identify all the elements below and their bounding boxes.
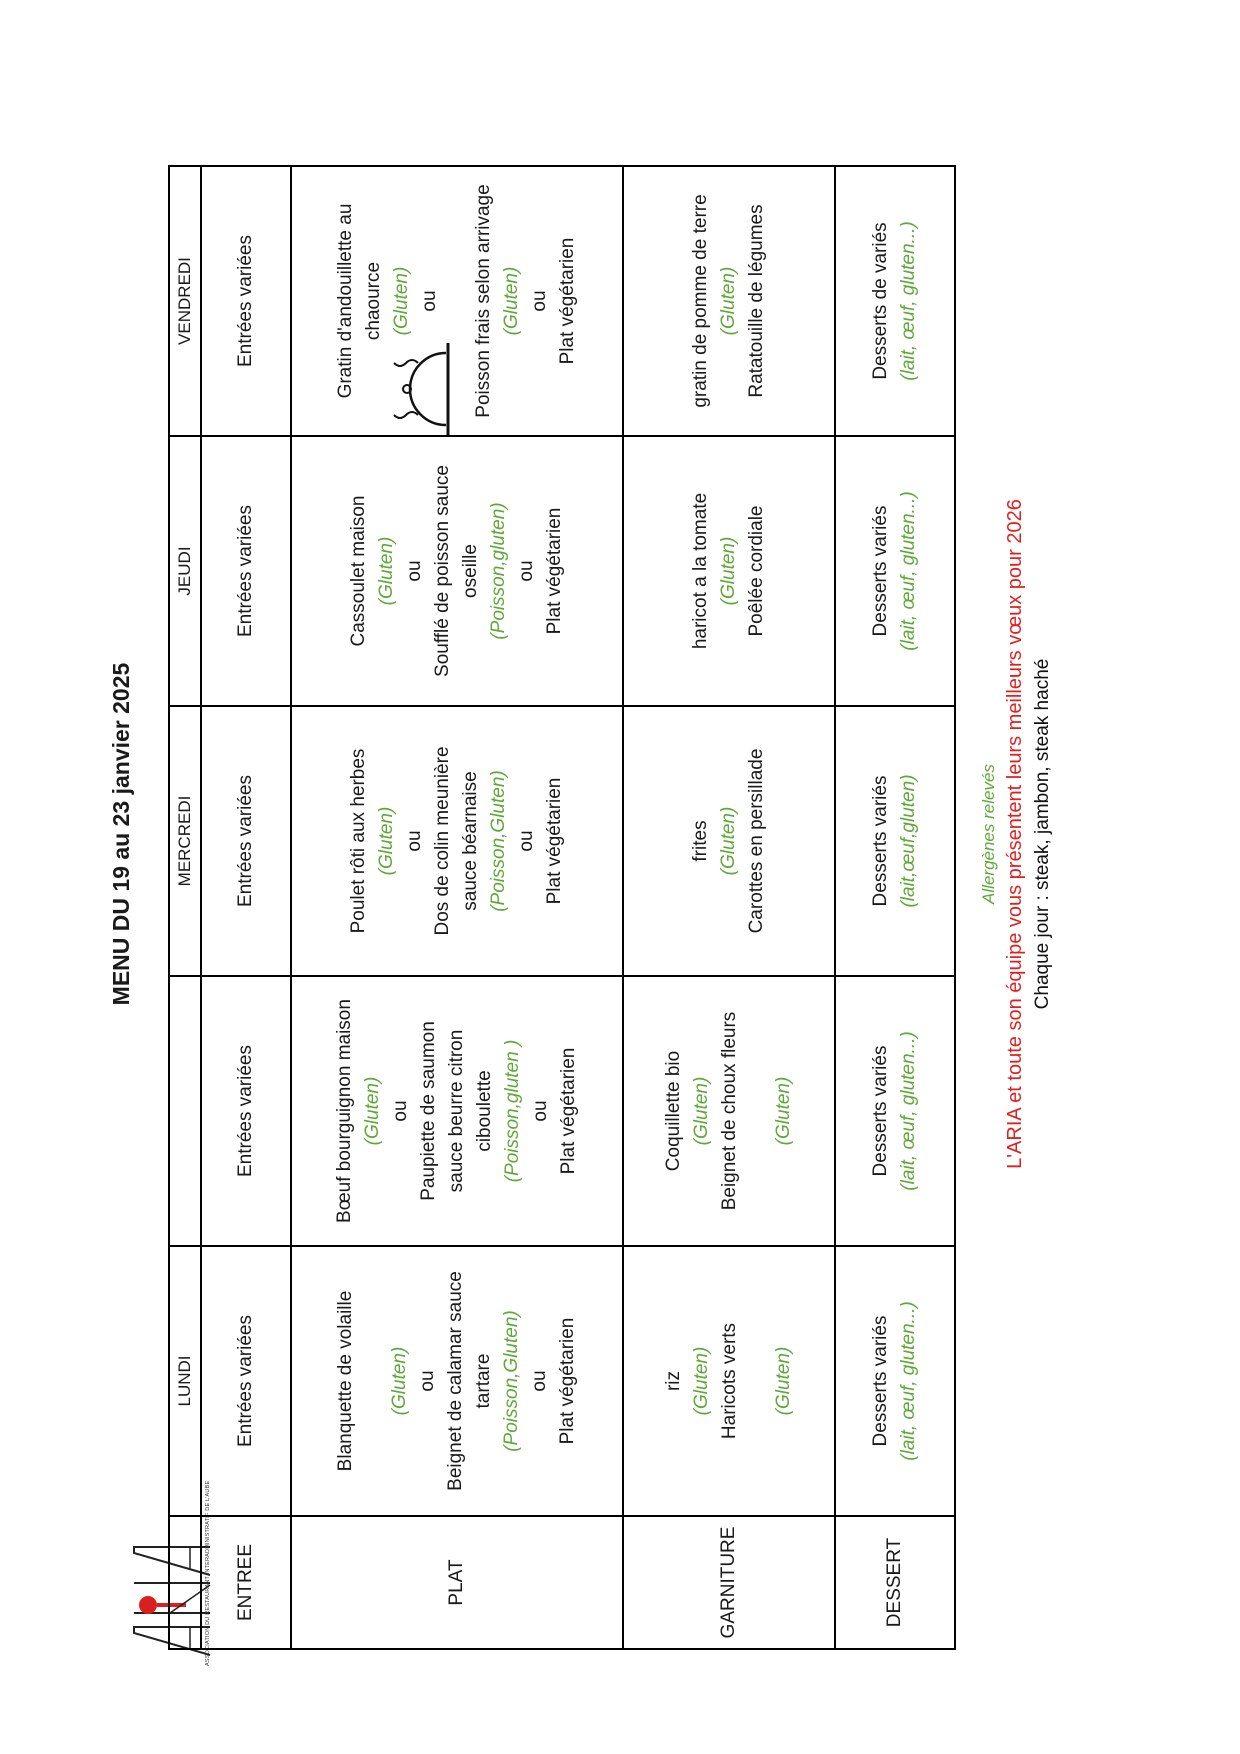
dish-text: Plat végétarien [544,777,565,905]
dish-text: Desserts variés [870,775,891,907]
allergens-note: Allergènes relevés [979,764,998,904]
dish-text: ou [417,1370,438,1392]
spacer [744,1247,770,1515]
dish-text: ou [404,830,425,852]
menu-cell [835,436,955,706]
allergen-text: (Gluten) [718,806,739,876]
dish-text: Entrées variées [235,235,256,368]
allergen-text: (lait, œuf, gluten...) [898,1301,919,1461]
spacer [744,977,770,1245]
row-entree [201,166,291,1649]
header-corner [169,1516,201,1649]
dish-text: ou [529,1370,550,1392]
dish-text: sauce béarnaise [460,771,481,911]
dish-text: gratin de pomme de terre [690,194,711,408]
row-garniture [623,166,835,1649]
wishes-note: L'ARIA et toute son équipe vous présentent leurs meilleurs vœux pour 2026 [1004,499,1026,1169]
dish-text: Desserts variés [870,1045,891,1177]
menu-cell [623,1246,835,1516]
allergen-text: (Poisson,Gluten) [501,1310,522,1452]
dish-text: Desserts variés [870,505,891,637]
category-entree: ENTREE [201,1516,291,1649]
dish-text: Carottes en persillade [746,748,767,934]
dish-text: Haricots verts [719,1322,740,1440]
allergen-text: (Gluten) [773,1076,794,1146]
logo-caption: ASSOCIATION DU RESTAURANT INTERADMINISTRATIF DE L'AUBE [205,1480,211,1666]
allergen-text: (Gluten) [691,1076,712,1146]
menu-cell [835,166,955,436]
allergen-text: (Gluten) [691,1346,712,1416]
allergen-text: (lait, œuf, gluten...) [898,491,919,651]
dish-text: Plat végétarien [558,1047,579,1175]
dish-text: Entrées variées [235,1315,256,1448]
dish-text: ciboulette [474,1070,495,1152]
menu-cell [623,436,835,706]
spacer [444,167,470,435]
menu-cell [201,1246,291,1516]
dish-text: chaource [363,261,384,341]
row-dessert [835,166,955,1649]
dish-text: Entrées variées [235,505,256,638]
menu-cell [291,436,623,706]
dish-text: frites [690,820,711,862]
allergen-text: (lait, œuf, gluten...) [898,221,919,381]
dish-text: Plat végétarien [557,237,578,365]
notes [977,34,1057,1634]
allergen-text: (Gluten) [376,806,397,876]
dish-text: ou [404,560,425,582]
dish-text: ou [516,830,537,852]
menu-cell [835,976,955,1246]
allergen-text: (Gluten) [376,536,397,606]
spacer [360,1247,386,1515]
menu-cell [835,706,955,976]
dish-text: Desserts variés [870,1315,891,1447]
allergen-text: (Poisson,gluten ) [502,1039,523,1183]
allergen-text: (lait, œuf, gluten...) [898,1031,919,1191]
menu-cell [201,976,291,1246]
menu-cell [623,706,835,976]
allergen-text: (Gluten) [501,266,522,336]
table-header-row [169,166,201,1649]
dish-text: tartare [473,1353,494,1409]
dish-text: ou [529,290,550,312]
menu-cell [291,1246,623,1516]
dish-text: Blanquette de volaille [335,1290,356,1472]
dish-text: Coquillette bio [663,1050,684,1172]
dish-text: Desserts de variés [870,222,891,380]
dish-text: sauce beurre citron [446,1029,467,1193]
dish-text: Plat végétarien [544,507,565,635]
dish-text: haricot a la tomate [690,492,711,650]
header-mardi [169,976,201,1246]
page-title: MENU DU 19 au 23 janvier 2025 [108,662,134,1006]
menu-cell [291,976,623,1246]
dish-text: oseille [460,544,481,598]
dish-text: Bœuf bourguignon maison [334,999,355,1223]
dish-text: Poêlée cordiale [746,505,767,637]
dish-text: Cassoulet maison [348,495,369,647]
dish-text: Poisson frais selon arrivage [473,184,494,418]
menu-table [168,165,956,1650]
dish-text: Entrées variées [235,775,256,908]
menu-cell [201,436,291,706]
header-jeudi: JEUDI [169,436,201,706]
category-garniture: GARNITURE [623,1516,835,1649]
menu-cell [291,166,623,436]
menu-cell [201,706,291,976]
allergen-text: (Gluten) [389,1346,410,1416]
menu-cell [201,166,291,436]
menu-cell [623,976,835,1246]
category-dessert: DESSERT [835,1516,955,1649]
dish-text: ou [516,560,537,582]
menu-cell [835,1246,955,1516]
header-vendredi: VENDREDI [169,166,201,436]
row-plat [291,166,623,1649]
allergen-text: (Gluten) [718,536,739,606]
dish-text: Gratin d'andouillette au [335,203,356,399]
allergen-text: (Gluten) [773,1346,794,1416]
dish-text: Entrées variées [235,1045,256,1178]
dish-text: ou [419,290,440,312]
dish-text: Beignet de calamar sauce [445,1271,466,1491]
header-lundi: LUNDI [169,1246,201,1516]
menu-cell [291,706,623,976]
allergen-text: (lait,œuf,gluten) [898,774,919,908]
dish-text: Beignet de choux fleurs [719,1011,740,1211]
allergen-text: (Gluten) [391,266,412,336]
dish-text: riz [663,1370,684,1392]
dish-text: Dos de colin meunière [432,746,453,936]
dish-text: Ratatouille de légumes [746,204,767,398]
dish-text: Poulet rôti aux herbes [348,748,369,934]
dish-text: Soufflé de poisson sauce [432,465,453,677]
allergen-text: (Poisson,Gluten) [488,770,509,912]
category-plat: PLAT [291,1516,623,1649]
allergen-text: (Poisson,gluten) [488,502,509,640]
dish-text: ou [530,1100,551,1122]
dish-text: Paupiette de saumon [418,1021,439,1201]
allergen-text: (Gluten) [718,266,739,336]
menu-cell [623,166,835,436]
dish-text: ou [390,1100,411,1122]
daily-note: Chaque jour : steak, jambon, steak haché [1032,658,1053,1010]
header-mercredi: MERCREDI [169,706,201,976]
allergen-text: (Gluten) [362,1076,383,1146]
dish-text: Plat végétarien [557,1317,578,1445]
